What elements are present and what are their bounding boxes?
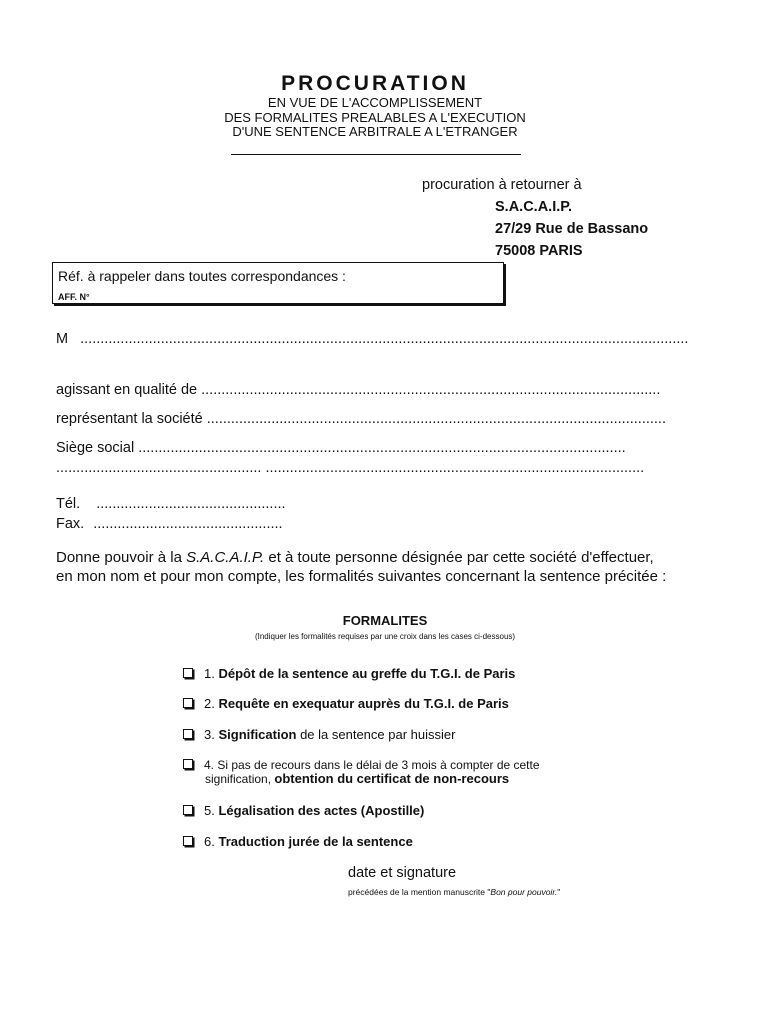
item-number: 3. <box>204 727 215 742</box>
societe-dots: .................................................................................................................. <box>206 411 666 427</box>
formalites-heading: FORMALITES <box>342 613 428 628</box>
checkbox-icon[interactable] <box>183 729 193 739</box>
item-text: Requête en exequatur auprès du T.G.I. de Paris <box>218 696 509 711</box>
checkbox-icon[interactable] <box>183 668 193 678</box>
reference-label: Réf. à rappeler dans toutes correspondances : <box>58 268 346 284</box>
subtitle-line: DES FORMALITES PREALABLES A L'EXECUTION <box>224 109 526 125</box>
item-number: 1. <box>204 666 215 681</box>
formalites-instruction: (Indiquer les formalités requises par une croix dans les cases ci-dessous) <box>254 632 516 641</box>
reference-box[interactable] <box>52 262 504 304</box>
siege-continuation[interactable]: ................................................... .............................................................................................. <box>56 460 645 476</box>
return-street: 27/29 Rue de Bassano <box>495 221 649 237</box>
mandate-line-2: en mon nom et pour mon compte, les formalités suivantes concernant la sentence précitée : <box>56 568 667 585</box>
societe-field[interactable] <box>56 411 666 427</box>
item-text: 4. Si pas de recours dans le délai de 3 mois à compter de cette <box>204 758 540 772</box>
fax-dots: ............................................... <box>93 516 283 532</box>
item-number: 5. <box>204 803 215 818</box>
item-text: Légalisation des actes (Apostille) <box>218 803 425 818</box>
qualite-dots: .................................................................................................................. <box>201 382 661 398</box>
signature-label[interactable]: date et signature <box>348 865 457 881</box>
page-title: PROCURATION <box>281 72 469 95</box>
formalite-item-2 <box>183 696 509 711</box>
item-number: 2. <box>204 696 215 711</box>
tel-dots: ............................................... <box>96 496 286 512</box>
formalite-item-3 <box>183 727 455 742</box>
aff-number-label: AFF. N° <box>58 292 90 302</box>
subtitle-line: EN VUE DE L'ACCOMPLISSEMENT <box>267 95 483 110</box>
item-text: obtention du certificat de non-recours <box>274 771 510 786</box>
return-label: procuration à retourner à <box>422 177 582 193</box>
signature-note <box>348 887 560 897</box>
checkbox-icon[interactable] <box>183 836 193 846</box>
mandate-org: S.A.C.A.I.P. <box>186 549 265 566</box>
checkbox-icon[interactable] <box>183 759 193 769</box>
note-italic: Bon pour pouvoir. <box>490 887 558 897</box>
fax-field[interactable] <box>56 516 283 532</box>
item-text: de la sentence par huissier <box>296 727 456 742</box>
note-text: " <box>557 887 561 897</box>
page-subtitle <box>0 96 750 140</box>
item-text: signification, <box>205 772 275 786</box>
subtitle-line: D'UNE SENTENCE ARBITRALE A L'ETRANGER <box>232 124 518 139</box>
note-text: précédées de la mention manuscrite " <box>348 887 491 897</box>
tel-field[interactable] <box>56 496 286 512</box>
mandate-text: et à toute personne désignée par cette société d'effectuer, <box>264 549 654 566</box>
item-number: 6. <box>204 834 215 849</box>
siege-field[interactable] <box>56 440 626 456</box>
header-divider <box>231 154 521 155</box>
mandate-line-1 <box>56 549 654 566</box>
m-label: M <box>56 331 69 347</box>
item-text: Traduction jurée de la sentence <box>218 834 413 849</box>
formalite-item-5 <box>183 803 424 818</box>
checkbox-icon[interactable] <box>183 698 193 708</box>
societe-label: représentant la société <box>56 411 203 427</box>
item-text: Signification <box>218 727 297 742</box>
formalite-item-1 <box>183 666 515 681</box>
siege-label: Siège social <box>56 440 135 456</box>
mandate-text: Donne pouvoir à la <box>56 549 187 566</box>
return-org: S.A.C.A.I.P. <box>495 199 573 215</box>
siege-dots: ......................................................................................................................... <box>138 440 626 456</box>
checkbox-icon[interactable] <box>183 805 193 815</box>
return-city: 75008 PARIS <box>495 243 583 259</box>
formalite-item-4 <box>183 758 540 786</box>
fax-label: Fax. <box>56 516 85 532</box>
item-text: Dépôt de la sentence au greffe du T.G.I. de Paris <box>218 666 516 681</box>
m-field[interactable] <box>56 331 688 347</box>
qualite-label: agissant en qualité de <box>56 382 198 398</box>
tel-label: Tél. <box>56 496 81 512</box>
formalite-item-6 <box>183 834 413 849</box>
qualite-field[interactable] <box>56 382 660 398</box>
m-dots: ....................................................................................................................................................... <box>80 331 689 347</box>
